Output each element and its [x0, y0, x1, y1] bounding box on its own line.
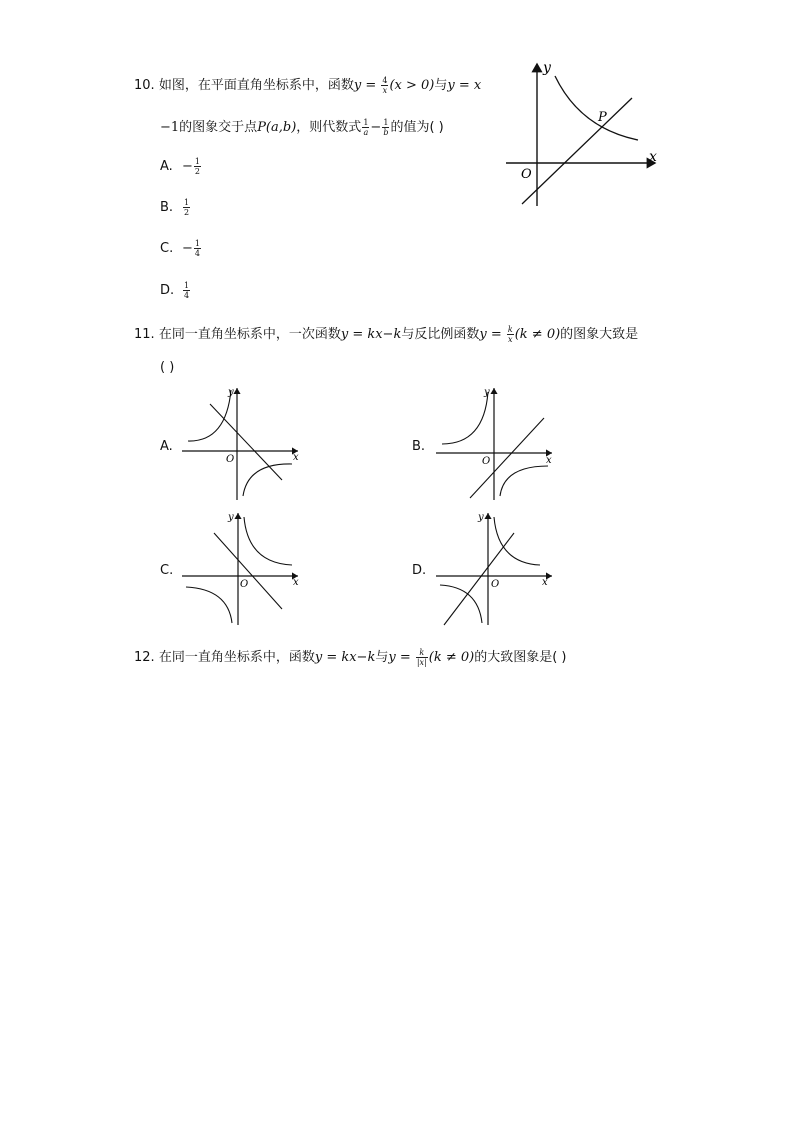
q10-option-a[interactable] [160, 157, 202, 176]
q12-text: 在同一直角坐标系中，函数 [158, 650, 315, 665]
hyperbola-branch [244, 517, 292, 565]
x-axis-label: x [649, 149, 657, 165]
q11-option-c-label[interactable]: C. [160, 563, 174, 578]
hyperbola-branch [243, 464, 292, 496]
q10-option-c[interactable] [160, 239, 202, 258]
hyperbola-branch [440, 585, 482, 623]
q10-number: 10. [134, 78, 155, 93]
q11-answer-paren: ( ) [160, 360, 175, 375]
q10-condition: (x > 0) [389, 78, 435, 93]
q11-text: 与反比例函数 [401, 327, 480, 342]
q10-option-d[interactable] [160, 281, 191, 300]
q12-text: 与 [375, 650, 389, 665]
q10-point: P(a,b) [257, 120, 297, 135]
q10-line-expr: y = x [447, 78, 482, 93]
hyperbola-branch [188, 390, 231, 441]
q10-text: 如图，在平面直角坐标系中，函数 [158, 78, 354, 93]
x-axis-label: x [293, 452, 299, 463]
q10-frac-1-over-b: $\frac{1}{b}$ [383, 118, 389, 137]
x-axis-label: x [293, 577, 299, 588]
q12-text: 的大致图象是( ) [474, 650, 567, 665]
option-label: B. [160, 200, 174, 215]
option-fraction: $\frac{1}{4}$ [184, 281, 190, 300]
hyperbola-branch [186, 587, 232, 623]
q11-line1 [134, 323, 638, 344]
q11-option-a-graph[interactable] [178, 384, 303, 502]
y-axis-label: y [478, 512, 484, 523]
origin-label: O [521, 167, 532, 182]
y-axis-label: y [543, 60, 551, 76]
q11-option-b-label[interactable]: B. [412, 439, 426, 454]
q12-linear-expr: y = kx−k [314, 650, 376, 665]
q12-line1 [134, 646, 567, 667]
q11-option-d-graph[interactable] [432, 509, 557, 627]
option-label: D. [160, 283, 175, 298]
x-axis-label: x [542, 577, 548, 588]
y-axis-label: y [228, 387, 234, 398]
q12-condition: (k ≠ 0) [428, 650, 475, 665]
q10-line1 [134, 74, 481, 95]
q10-graph [500, 58, 665, 213]
option-fraction: $\frac{1}{2}$ [184, 198, 190, 217]
origin-label: O [226, 454, 235, 465]
q10-text: 的值为( ) [390, 120, 444, 135]
q11-number: 11. [134, 327, 155, 342]
q10-text: ，则代数式 [296, 120, 362, 135]
option-fraction: $\frac{1}{4}$ [194, 239, 200, 258]
q10-line2 [160, 116, 444, 137]
q10-frac-1-over-a: $\frac{1}{a}$ [363, 118, 369, 137]
q12-y-eq: y = [388, 650, 415, 665]
q11-option-d-label[interactable]: D. [412, 563, 427, 578]
option-label: C. [160, 241, 174, 256]
q10-minus: − [370, 120, 382, 135]
q10-y-eq: y = [353, 78, 381, 93]
line-graph [214, 533, 282, 609]
q11-y-eq: y = [479, 327, 506, 342]
q10-text: 的图象交于点 [179, 120, 258, 135]
line-graph [522, 98, 632, 204]
q11-text: 在同一直角坐标系中，一次函数 [158, 327, 341, 342]
hyperbola-branch [500, 466, 548, 496]
line-graph [210, 404, 282, 480]
q10-option-b[interactable] [160, 198, 191, 217]
hyperbola-branch [442, 392, 488, 444]
origin-label: O [491, 579, 500, 590]
q12-fraction: $\frac{k}{|x|}$ [416, 648, 427, 667]
origin-label: O [482, 456, 491, 467]
q10-line-expr-cont: −1 [160, 120, 180, 135]
origin-label: O [240, 579, 249, 590]
q11-fraction: $\frac{k}{x}$ [507, 325, 513, 344]
q11-option-b-graph[interactable] [432, 384, 557, 502]
option-fraction: $\frac{1}{2}$ [194, 157, 200, 176]
q11-option-c-graph[interactable] [178, 509, 303, 627]
q11-condition: (k ≠ 0) [514, 327, 561, 342]
intersection-label: P [598, 110, 607, 125]
q11-text: 的图象大致是 [560, 327, 639, 342]
q12-number: 12. [134, 650, 155, 665]
option-sign: − [182, 241, 193, 256]
hyperbola-branch [494, 517, 540, 565]
y-axis-label: y [228, 512, 234, 523]
q11-option-a-label[interactable]: A. [160, 439, 173, 454]
option-label: A. [160, 159, 173, 174]
q11-linear-expr: y = kx−k [340, 327, 402, 342]
q10-text-and: 与 [434, 78, 448, 93]
x-axis-label: x [546, 455, 552, 466]
y-axis-label: y [484, 387, 490, 398]
hyperbola-curve [555, 76, 638, 140]
option-sign: − [182, 159, 193, 174]
q10-fraction: $\frac{4}{x}$ [382, 76, 388, 95]
